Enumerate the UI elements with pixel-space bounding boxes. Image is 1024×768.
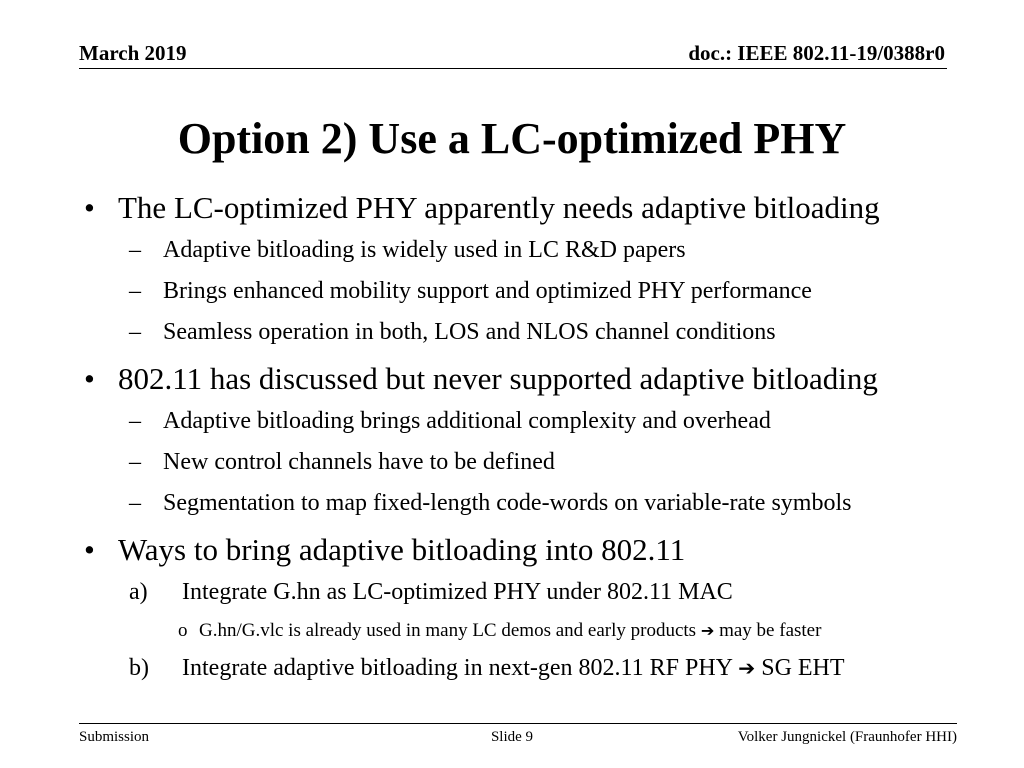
sub-bullet-marker: – bbox=[129, 490, 141, 516]
sub-bullet-2-2-text: New control channels have to be defined bbox=[163, 449, 555, 475]
sub-bullet-1-2-text: Brings enhanced mobility support and optimized PHY performance bbox=[163, 278, 812, 304]
bullet-3-text: Ways to bring adaptive bitloading into 802.11 bbox=[118, 532, 686, 567]
circle-bullet-marker: o bbox=[178, 620, 188, 641]
sub-bullet-2-3-text: Segmentation to map fixed-length code-words on variable-rate symbols bbox=[163, 490, 852, 516]
list-letter-marker: a) bbox=[129, 579, 148, 605]
header-date: March 2019 bbox=[79, 41, 187, 65]
sub-bullet-1-3-text: Seamless operation in both, LOS and NLOS channel conditions bbox=[163, 319, 776, 345]
sub-bullet-marker: – bbox=[129, 319, 141, 345]
list-letter-marker: b) bbox=[129, 655, 149, 681]
bullet-marker: • bbox=[84, 361, 95, 396]
bullet-marker: • bbox=[84, 532, 95, 567]
footer-divider bbox=[79, 723, 957, 724]
sub-bullet-3a-i-tail: may be faster bbox=[719, 620, 822, 641]
footer-slide-number: Slide 9 bbox=[490, 729, 534, 745]
sub-bullet-marker: – bbox=[129, 449, 141, 475]
sub-bullet-marker: – bbox=[129, 408, 141, 434]
header-doc-id: doc.: IEEE 802.11-19/0388r0 bbox=[688, 41, 945, 65]
sub-bullet-3a-i bbox=[199, 620, 821, 642]
sub-bullet-3b-tail: SG EHT bbox=[761, 655, 845, 681]
slide-title: Option 2) Use a LC-optimized PHY bbox=[177, 114, 847, 163]
sub-bullet-1-1-text: Adaptive bitloading is widely used in LC R&D papers bbox=[163, 237, 686, 263]
footer-author: Volker Jungnickel (Fraunhofer HHI) bbox=[737, 729, 957, 745]
sub-bullet-2-1-text: Adaptive bitloading brings additional complexity and overhead bbox=[163, 408, 771, 434]
sub-bullet-3b bbox=[182, 655, 845, 682]
bullet-1-text: The LC-optimized PHY apparently needs adaptive bitloading bbox=[118, 190, 880, 225]
sub-bullet-3a-text: Integrate G.hn as LC-optimized PHY under 802.11 MAC bbox=[182, 579, 733, 605]
sub-bullet-3a-i-text: G.hn/G.vlc is already used in many LC demos and early products bbox=[199, 620, 697, 641]
sub-bullet-marker: – bbox=[129, 237, 141, 263]
bullet-marker: • bbox=[84, 190, 95, 225]
arrow-right-icon: ➔ bbox=[700, 621, 715, 640]
footer-submission: Submission bbox=[79, 729, 150, 745]
bullet-2-text: 802.11 has discussed but never supported adaptive bitloading bbox=[118, 361, 878, 396]
header-divider bbox=[79, 68, 947, 69]
sub-bullet-marker: – bbox=[129, 278, 141, 304]
arrow-right-icon: ➔ bbox=[738, 656, 756, 680]
sub-bullet-3b-text: Integrate adaptive bitloading in next-gen 802.11 RF PHY bbox=[182, 655, 733, 681]
